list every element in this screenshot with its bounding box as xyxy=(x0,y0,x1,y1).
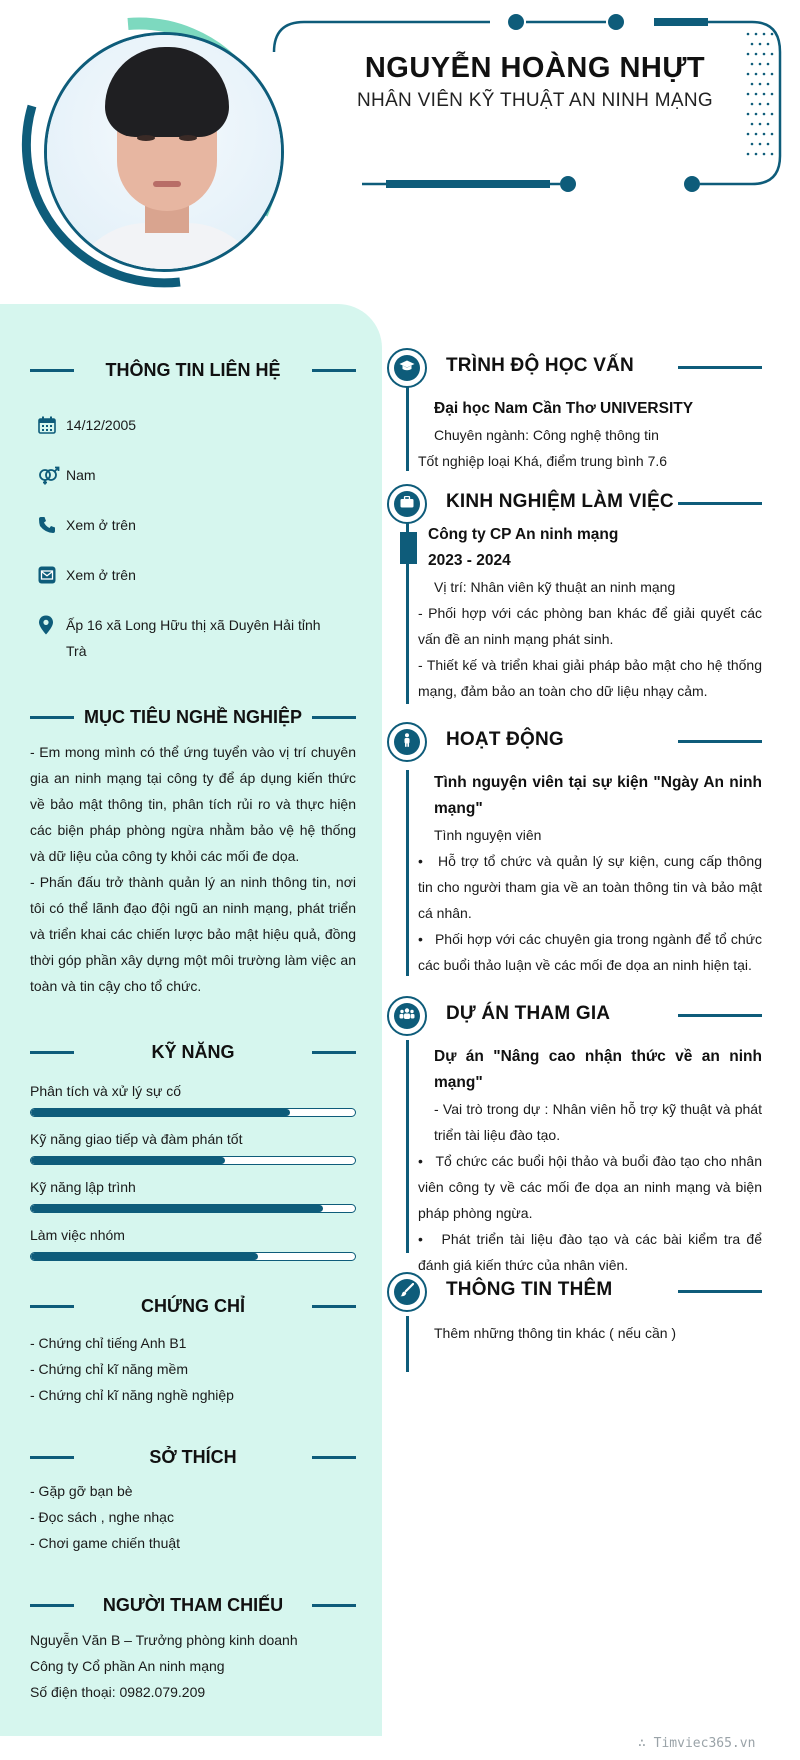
objective-heading: MỤC TIÊU NGHỀ NGHIỆP xyxy=(30,703,356,731)
envelope-icon xyxy=(38,562,66,588)
certificates-heading: CHỨNG CHỈ xyxy=(30,1292,356,1320)
skill-item xyxy=(30,1176,356,1213)
top-dot-1 xyxy=(508,14,524,30)
activities-section-icon xyxy=(387,722,427,762)
contact-birthday: 14/12/2005 xyxy=(38,412,338,438)
skill-progress-fill xyxy=(31,1157,225,1164)
candidate-name: NGUYỄN HOÀNG NHỰT xyxy=(364,52,706,84)
skill-item xyxy=(30,1080,356,1117)
projects-heading: DỰ ÁN THAM GIA xyxy=(446,1003,611,1024)
experience-marker xyxy=(400,532,417,564)
skill-label: Kỹ năng lập trình xyxy=(30,1179,136,1195)
brush-icon xyxy=(400,1283,414,1302)
contact-phone: Xem ở trên xyxy=(38,512,338,538)
experience-section-icon xyxy=(387,484,427,524)
experience-heading: KINH NGHIỆM LÀM VIỆC xyxy=(446,491,674,512)
person-icon xyxy=(402,733,412,752)
skills-heading: KỸ NĂNG xyxy=(30,1038,356,1066)
skill-progress-fill xyxy=(31,1109,290,1116)
list-item: - Chơi game chiến thuật xyxy=(30,1535,181,1551)
top-dot-2 xyxy=(608,14,624,30)
bottom-dot-2 xyxy=(684,176,700,192)
list-item: Công ty Cổ phần An ninh mạng xyxy=(30,1658,225,1674)
list-item: - Chứng chỉ tiếng Anh B1 xyxy=(30,1335,187,1351)
skill-progress-bar xyxy=(30,1108,356,1117)
list-item: • Tổ chức các buổi hội thảo và buổi đào tạo cho nhân viên công ty về các mối đe dọa an ninh mạng và biện pháp phòng ngừa. xyxy=(418,1153,762,1221)
bottom-dot-1 xyxy=(560,176,576,192)
extra-content: Thêm những thông tin khác ( nếu cần ) xyxy=(434,1325,677,1341)
skill-progress-bar xyxy=(30,1252,356,1261)
references-heading: NGƯỜI THAM CHIẾU xyxy=(30,1591,356,1619)
skill-label: Làm việc nhóm xyxy=(30,1227,125,1243)
hobbies-heading: SỞ THÍCH xyxy=(30,1443,356,1471)
education-content: Đại học Nam Cần Thơ UNIVERSITY Chuyên ngành: Công nghệ thông tin Tốt nghiệp loại Khá, điểm trung bình 7.6 xyxy=(418,396,762,474)
contact-heading: THÔNG TIN LIÊN HỆ xyxy=(30,356,356,384)
candidate-title: NHÂN VIÊN KỸ THUẬT AN NINH MẠNG xyxy=(357,90,713,111)
skill-label: Phân tích và xử lý sự cố xyxy=(30,1083,182,1099)
extra-rail xyxy=(406,1316,409,1372)
contact-address: Ấp 16 xã Long Hữu thị xã Duyên Hải tỉnh Trà xyxy=(38,612,338,664)
skill-progress-fill xyxy=(31,1205,323,1212)
list-item: Số điện thoại: 0982.079.209 xyxy=(30,1684,206,1700)
education-section-icon xyxy=(387,348,427,388)
bottom-bar xyxy=(386,180,550,188)
calendar-icon xyxy=(38,412,66,438)
activities-event: Tình nguyện viên tại sự kiện "Ngày An ninh mạng" xyxy=(434,774,762,817)
profile-photo xyxy=(18,18,298,298)
skill-item xyxy=(30,1128,356,1165)
phone-icon xyxy=(38,512,66,538)
list-item: - Chứng chỉ kĩ năng nghề nghiệp xyxy=(30,1387,234,1403)
references-list xyxy=(30,1627,356,1705)
list-item: - Chứng chỉ kĩ năng mềm xyxy=(30,1361,188,1377)
avatar xyxy=(44,32,284,272)
activities-content: Tình nguyện viên • Hỗ trợ tổ chức và quản lý sự kiện, cung cấp thông tin cho người tham gia về an toàn thông tin và bảo mật cá nhân. • Phối hợp với các chuyên gia trong ngành để tổ chức các buổi thảo luận về các mối đe dọa an ninh hiện tại. xyxy=(418,822,762,978)
education-heading: TRÌNH ĐỘ HỌC VẤN xyxy=(446,355,634,376)
projects-section-icon xyxy=(387,996,427,1036)
skill-progress-bar xyxy=(30,1204,356,1213)
activities-heading: HOẠT ĐỘNG xyxy=(446,729,564,750)
school-name: Đại học Nam Cần Thơ UNIVERSITY xyxy=(434,400,694,417)
extra-heading: THÔNG TIN THÊM xyxy=(446,1279,613,1300)
briefcase-icon xyxy=(400,495,414,513)
dot-pattern xyxy=(747,33,774,156)
hobbies-list xyxy=(30,1478,356,1556)
certificates-list xyxy=(30,1330,356,1408)
list-item: • Hỗ trợ tổ chức và quản lý sự kiện, cung cấp thông tin cho người tham gia về an toàn thông tin và bảo mật cá nhân. xyxy=(418,853,762,921)
objective-text: - Em mong mình có thể ứng tuyển vào vị trí chuyên gia an ninh mạng tại công ty để áp dụng kiến thức về bảo mật thông tin, phân tích rủi ro và thực hiện các biện pháp phòng ngừa nhằm bảo vệ hệ thống và dữ liệu của công ty khỏi các mối đe dọa. - Phấn đấu trở thành quản lý an ninh thông tin, nơi tôi có thể lãnh đạo đội ngũ an ninh mạng, phát triển và triển khai các chiến lược bảo mật hiệu quả, đồng thời góp phần xây dựng một môi trường làm việc an toàn và tin cậy cho tổ chức. xyxy=(30,744,356,994)
contact-gender: Nam xyxy=(38,462,338,488)
gender-icon xyxy=(38,462,66,488)
skill-progress-bar xyxy=(30,1156,356,1165)
extra-section-icon xyxy=(387,1272,427,1312)
top-bar xyxy=(654,18,708,26)
experience-company: Công ty CP An ninh mạng 2023 - 2024 xyxy=(428,526,619,569)
group-icon xyxy=(399,1007,415,1025)
list-item: - Đọc sách , nghe nhạc xyxy=(30,1509,174,1525)
location-pin-icon xyxy=(38,612,66,638)
list-item: - Gặp gỡ bạn bè xyxy=(30,1483,133,1499)
education-rail xyxy=(406,374,409,471)
projects-rail xyxy=(406,1040,409,1253)
experience-content: Vị trí: Nhân viên kỹ thuật an ninh mạng - Phối hợp với các phòng ban khác để giải quyết các vấn đề an ninh mạng phát sinh. - Thiết kế và triển khai giải pháp bảo mật cho hệ thống mạng, đảm bảo an toàn cho dữ liệu nhạy cảm. xyxy=(418,579,762,699)
top-line xyxy=(274,22,490,52)
watermark: ∴ Timviec365.vn xyxy=(638,1736,756,1751)
graduation-cap-icon xyxy=(399,359,415,377)
skill-label: Kỹ năng giao tiếp và đàm phán tốt xyxy=(30,1131,243,1147)
skill-progress-fill xyxy=(31,1253,258,1260)
projects-content: Dự án "Nâng cao nhận thức về an ninh mạng" - Vai trò trong dự : Nhân viên hỗ trợ kỹ thuật và phát triển tài liệu đào tạo. • Tổ chức các buổi hội thảo và buổi đào tạo cho nhân viên công ty về các mối đe dọa an ninh mạng và biện pháp phòng ngừa. • Phát triển tài liệu đào tạo và các bài kiểm tra để đánh giá kiến thức của nhân viên. xyxy=(418,1044,762,1278)
list-item: • Phối hợp với các chuyên gia trong ngành để tổ chức các buổi thảo luận về các mối đe dọa an ninh hiện tại. xyxy=(418,931,763,973)
list-item: • Phát triển tài liệu đào tạo và các bài kiểm tra để đánh giá kiến thức của nhân viên. xyxy=(418,1231,762,1273)
contact-email: Xem ở trên xyxy=(38,562,338,588)
activities-rail xyxy=(406,770,409,976)
list-item: Nguyễn Văn B – Trưởng phòng kinh doanh xyxy=(30,1632,298,1648)
skill-item xyxy=(30,1224,356,1261)
